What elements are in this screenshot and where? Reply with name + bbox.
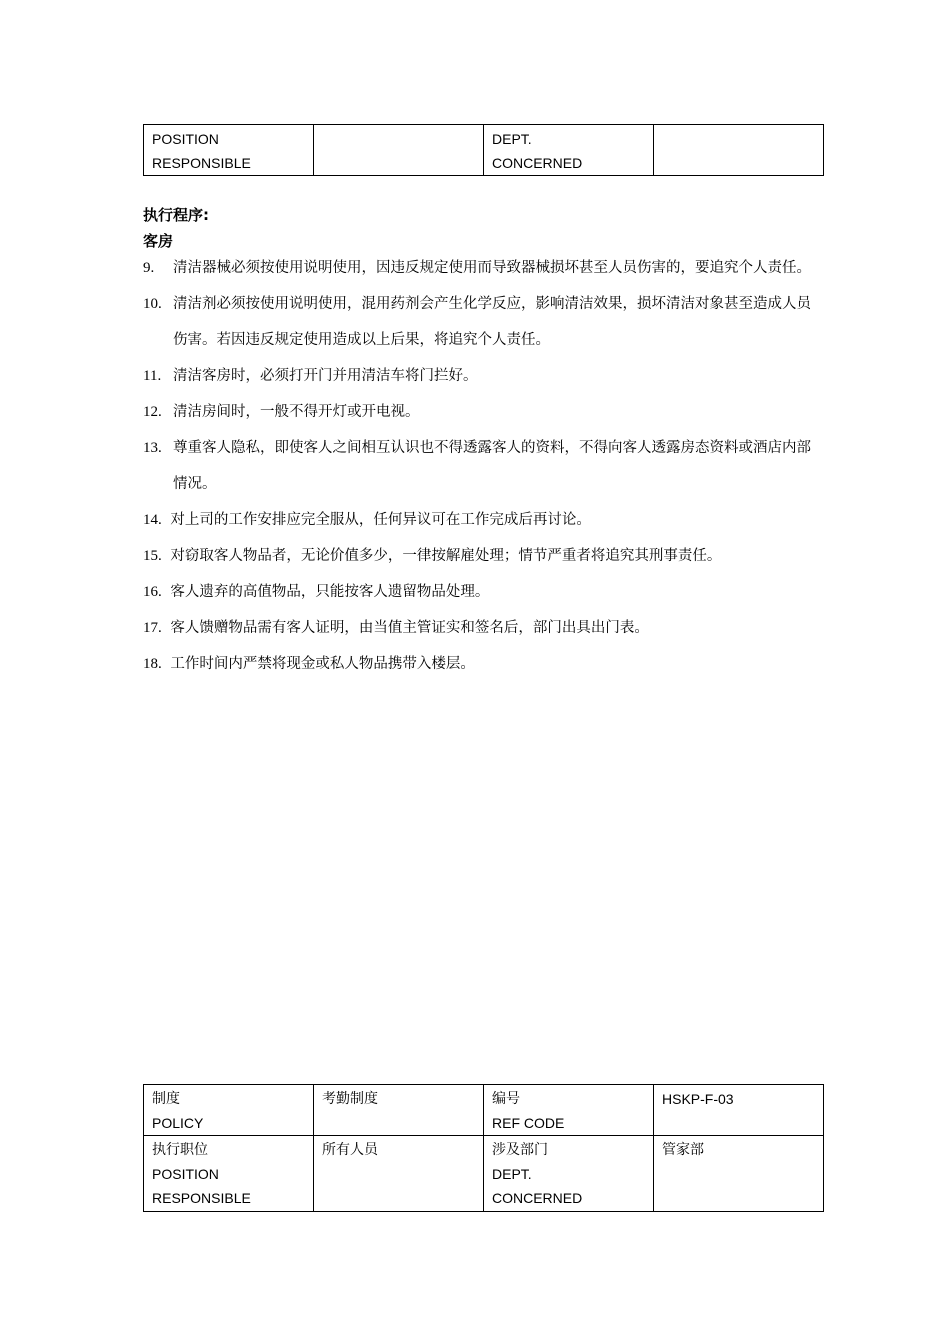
footer-info-table xyxy=(143,1084,824,1212)
rule-text: 工作时间内严禁将现金或私人物品携带入楼层。 xyxy=(170,656,475,672)
rule-number: 13. xyxy=(143,440,162,456)
position-label-en1: POSITION xyxy=(152,1166,219,1182)
dept-label-en2: CONCERNED xyxy=(492,1190,583,1206)
position-label-cell xyxy=(144,125,314,176)
list-item xyxy=(143,646,823,682)
position-label-line2: RESPONSIBLE xyxy=(152,155,251,171)
rule-number: 17. xyxy=(143,620,162,636)
refcode-value: HSKP-F-03 xyxy=(662,1091,734,1107)
dept-label-line2: CONCERNED xyxy=(492,155,583,171)
list-item xyxy=(143,430,823,502)
list-item xyxy=(143,610,823,646)
rule-text: 对上司的工作安排应完全服从，任何异议可在工作完成后再讨论。 xyxy=(170,512,591,528)
dept-label-cell xyxy=(484,1136,654,1212)
dept-value-cell xyxy=(654,125,824,176)
refcode-label-cn: 编号 xyxy=(492,1091,520,1107)
position-value-cell xyxy=(314,1136,484,1212)
refcode-label-cell xyxy=(484,1085,654,1136)
rule-number: 11. xyxy=(143,368,162,384)
section-title: 执行程序: xyxy=(143,206,209,224)
rules-list xyxy=(143,250,823,682)
dept-value-cell xyxy=(654,1136,824,1212)
position-label-en2: RESPONSIBLE xyxy=(152,1190,251,1206)
rule-text: 清洁器械必须按使用说明使用，因违反规定使用而导致器械损坏甚至人员伤害的，要追究个人责任。 xyxy=(173,260,811,276)
policy-label-cell xyxy=(144,1085,314,1136)
dept-label-en1: DEPT. xyxy=(492,1166,532,1182)
dept-label-line1: DEPT. xyxy=(492,131,532,147)
list-item xyxy=(143,286,823,358)
list-item xyxy=(143,538,823,574)
rule-text: 尊重客人隐私，即使客人之间相互认识也不得透露客人的资料，不得向客人透露房态资料或酒店内部情况。 xyxy=(173,440,811,492)
position-label-cn: 执行职位 xyxy=(152,1142,208,1158)
list-item xyxy=(143,574,823,610)
policy-label-en: POLICY xyxy=(152,1115,204,1131)
rule-text: 客人馈赠物品需有客人证明，由当值主管证实和签名后，部门出具出门表。 xyxy=(170,620,649,636)
rule-text: 对窃取客人物品者，无论价值多少，一律按解雇处理；情节严重者将追究其刑事责任。 xyxy=(170,548,722,564)
policy-value: 考勤制度 xyxy=(322,1091,378,1107)
rule-text: 清洁剂必须按使用说明使用，混用药剂会产生化学反应，影响清洁效果，损坏清洁对象甚至造成人员伤害。若因违反规定使用造成以上后果，将追究个人责任。 xyxy=(173,296,811,348)
list-item xyxy=(143,502,823,538)
rule-text: 清洁房间时，一般不得开灯或开电视。 xyxy=(173,404,420,420)
rule-number: 16. xyxy=(143,584,162,600)
dept-value: 管家部 xyxy=(662,1142,704,1158)
rule-number: 15. xyxy=(143,548,162,564)
policy-label-cn: 制度 xyxy=(152,1091,180,1107)
rule-number: 12. xyxy=(143,404,162,420)
dept-label-cell xyxy=(484,125,654,176)
dept-label-cn: 涉及部门 xyxy=(492,1142,548,1158)
list-item xyxy=(143,394,823,430)
rule-text: 客人遗弃的高值物品，只能按客人遗留物品处理。 xyxy=(170,584,490,600)
refcode-value-cell xyxy=(654,1085,824,1136)
position-value-cell xyxy=(314,125,484,176)
rule-number: 9. xyxy=(143,260,155,276)
refcode-label-en: REF CODE xyxy=(492,1115,565,1131)
position-value: 所有人员 xyxy=(322,1142,378,1158)
rule-number: 14. xyxy=(143,512,162,528)
list-item xyxy=(143,250,823,286)
policy-value-cell xyxy=(314,1085,484,1136)
rule-number: 10. xyxy=(143,296,162,312)
rule-text: 清洁客房时，必须打开门并用清洁车将门拦好。 xyxy=(173,368,478,384)
rule-number: 18. xyxy=(143,656,162,672)
list-item xyxy=(143,358,823,394)
position-label-cell xyxy=(144,1136,314,1212)
position-label-line1: POSITION xyxy=(152,131,219,147)
header-info-table xyxy=(143,124,824,176)
section-subtitle: 客房 xyxy=(143,232,174,250)
